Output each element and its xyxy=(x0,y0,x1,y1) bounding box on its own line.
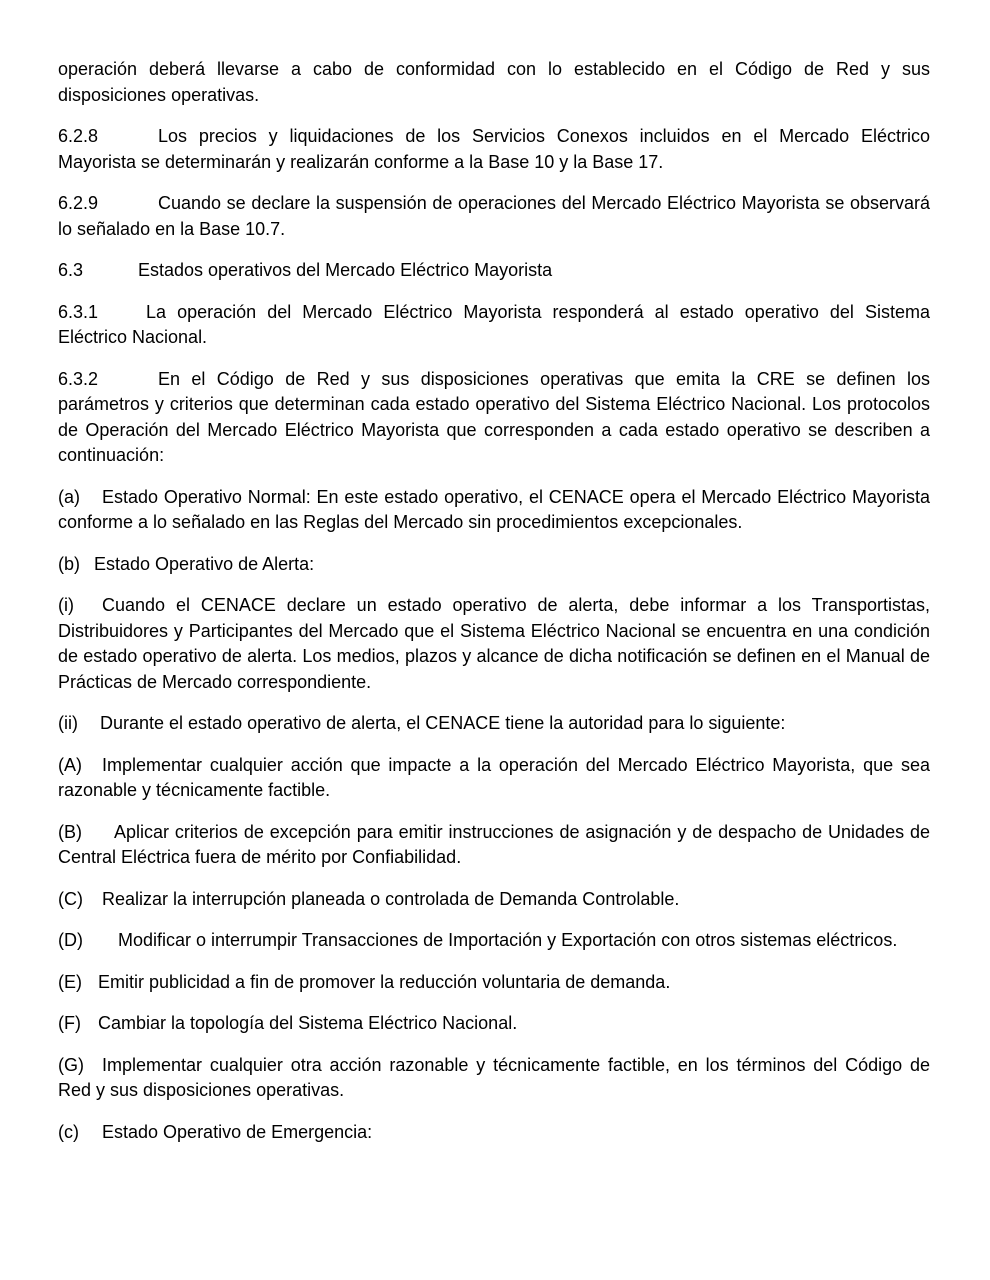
paragraph-text: Realizar la interrupción planeada o controlada de Demanda Controlable. xyxy=(102,888,680,909)
paragraph-text: Modificar o interrumpir Transacciones de Importación y Exportación con otros sistemas eléctricos. xyxy=(118,930,898,950)
section-title: Estados operativos del Mercado Eléctrico Mayorista xyxy=(138,260,553,280)
paragraph-text: Cuando el CENACE declare un estado operativo de alerta, debe informar a los Transportistas, Distribuidores y Participantes del Mercado que el Sistema Eléctrico Nacional se encuentra en una condición de estado operativo de alerta. Los medios, plazos y alcance de dicha notificación se definen en el Manual de Prácticas de Mercado correspondiente. xyxy=(58,595,930,692)
paragraph-text: operación deberá llevarse a cabo de conformidad con lo establecido en el Código de Red y sus disposiciones operativas. xyxy=(58,59,930,105)
paragraph-text: La operación del Mercado Eléctrico Mayorista responderá al estado operativo del Sistema Eléctrico Nacional. xyxy=(58,301,930,347)
paragraph-continuation xyxy=(58,57,930,108)
list-marker: (i) xyxy=(58,595,74,615)
list-item-G xyxy=(58,1053,930,1104)
list-item-i xyxy=(58,593,930,695)
paragraph-text: Aplicar criterios de excepción para emitir instrucciones de asignación y de despacho de Unidades de Central Eléctrica fuera de mérito por Confiabilidad. xyxy=(58,821,930,867)
paragraph-text: Implementar cualquier acción que impacte a la operación del Mercado Eléctrico Mayorista, que sea razonable y técnicamente factible. xyxy=(58,754,930,800)
paragraph-text: Implementar cualquier otra acción razonable y técnicamente factible, en los términos del Código de Red y sus disposiciones operativas. xyxy=(58,1054,930,1100)
list-item-C xyxy=(58,887,930,913)
list-item-c xyxy=(58,1120,930,1146)
paragraph-text: Durante el estado operativo de alerta, el CENACE tiene la autoridad para lo siguiente: xyxy=(100,713,786,733)
paragraph-6-2-8 xyxy=(58,124,930,175)
paragraph-6-3-2 xyxy=(58,367,930,469)
list-marker: (a) xyxy=(58,486,80,507)
section-number: 6.2.8 xyxy=(58,126,99,146)
list-item-B xyxy=(58,820,930,871)
paragraph-text: Estado Operativo de Alerta: xyxy=(94,553,315,574)
list-marker: (D) xyxy=(58,930,83,950)
paragraph-text: Estado Operativo Normal: En este estado operativo, el CENACE opera el Mercado Eléctrico Mayorista conforme a lo señalado en las Reglas del Mercado sin procedimientos excepcionales. xyxy=(58,486,930,532)
paragraph-text: En el Código de Red y sus disposiciones operativas que emita la CRE se definen los parámetros y criterios que determinan cada estado operativo del Sistema Eléctrico Nacional. Los protocolos de Operación del Mercado Eléctrico Mayorista que corresponden a cada estado operativo se describen a continuación: xyxy=(58,368,930,465)
list-marker: (F) xyxy=(58,1013,81,1033)
section-heading-6-3 xyxy=(58,258,930,284)
paragraph-text: Los precios y liquidaciones de los Servicios Conexos incluidos en el Mercado Eléctrico Mayorista se determinarán y realizarán conforme a la Base 10 y la Base 17. xyxy=(58,126,930,172)
list-item-F xyxy=(58,1011,930,1037)
list-marker: (ii) xyxy=(58,713,78,733)
paragraph-text: Cambiar la topología del Sistema Eléctrico Nacional. xyxy=(98,1013,518,1033)
section-number: 6.3 xyxy=(58,260,84,280)
list-item-E xyxy=(58,970,930,996)
document-page xyxy=(58,57,930,1161)
paragraph-text: Cuando se declare la suspensión de operaciones del Mercado Eléctrico Mayorista se observará lo señalado en la Base 10.7. xyxy=(58,193,930,239)
list-marker: (G) xyxy=(58,1054,84,1075)
list-marker: (c) xyxy=(58,1121,79,1142)
paragraph-text: Estado Operativo de Emergencia: xyxy=(102,1121,373,1142)
list-item-A xyxy=(58,753,930,804)
list-item-ii xyxy=(58,711,930,737)
list-item-D xyxy=(58,928,930,954)
paragraph-text: Emitir publicidad a fin de promover la reducción voluntaria de demanda. xyxy=(98,971,671,992)
section-number: 6.2.9 xyxy=(58,193,99,213)
list-marker: (E) xyxy=(58,971,82,992)
paragraph-6-3-1 xyxy=(58,300,930,351)
section-number: 6.3.1 xyxy=(58,301,99,322)
section-number: 6.3.2 xyxy=(58,368,99,389)
list-marker: (b) xyxy=(58,553,80,574)
list-marker: (A) xyxy=(58,754,82,775)
list-item-b xyxy=(58,552,930,578)
list-item-a xyxy=(58,485,930,536)
list-marker: (C) xyxy=(58,888,83,909)
list-marker: (B) xyxy=(58,821,82,842)
paragraph-6-2-9 xyxy=(58,191,930,242)
